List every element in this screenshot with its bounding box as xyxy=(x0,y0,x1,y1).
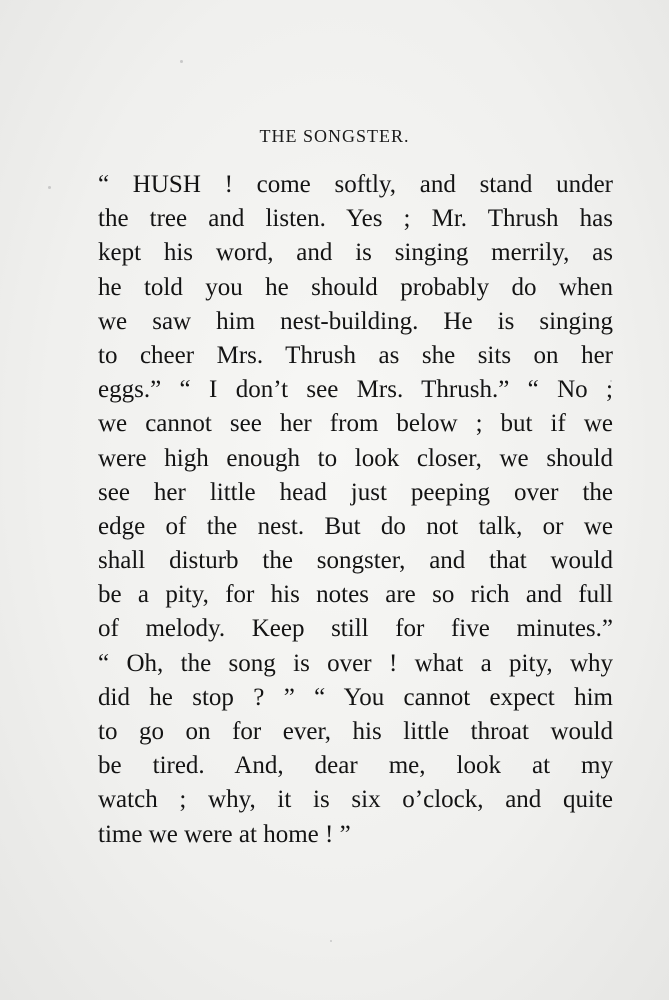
text-line: shall disturb the songster, and that would xyxy=(98,547,613,575)
text-line: the tree and listen. Yes ; Mr. Thrush has xyxy=(98,205,613,233)
text-line: of melody. Keep still for five minutes.” xyxy=(98,615,613,643)
text-line: eggs.” “ I don’t see Mrs. Thrush.” “ No ; xyxy=(98,376,613,404)
text-line: we cannot see her from below ; but if we xyxy=(98,410,613,438)
text-line: “ HUSH ! come softly, and stand under xyxy=(98,171,613,198)
text-line: edge of the nest. But do not talk, or we xyxy=(98,512,613,540)
text-line: kept his word, and is singing merrily, as xyxy=(98,239,613,267)
paper-speck xyxy=(48,186,51,189)
text-line: we saw him nest-building. He is singing xyxy=(98,307,613,335)
text-line: did he stop ? ” “ You cannot expect him xyxy=(98,683,613,711)
paper-speck xyxy=(180,60,183,63)
text-line: to cheer Mrs. Thrush as she sits on her xyxy=(98,341,613,369)
text-line: to go on for ever, his little throat would xyxy=(98,718,613,745)
body-text xyxy=(98,168,613,852)
text-line: time we were at home ! ” xyxy=(98,820,351,848)
running-head: THE SONGSTER. xyxy=(259,126,410,146)
text-line: see her little head just peeping over the xyxy=(98,478,613,506)
text-line: watch ; why, it is six o’clock, and quite xyxy=(98,786,613,814)
text-line: were high enough to look closer, we should xyxy=(98,444,613,472)
text-line: be a pity, for his notes are so rich and full xyxy=(98,581,613,609)
text-line: “ Oh, the song is over ! what a pity, why xyxy=(98,649,613,677)
text-line: be tired. And, dear me, look at my xyxy=(98,752,613,780)
paper-speck xyxy=(330,940,332,942)
text-line: he told you he should probably do when xyxy=(98,273,613,301)
